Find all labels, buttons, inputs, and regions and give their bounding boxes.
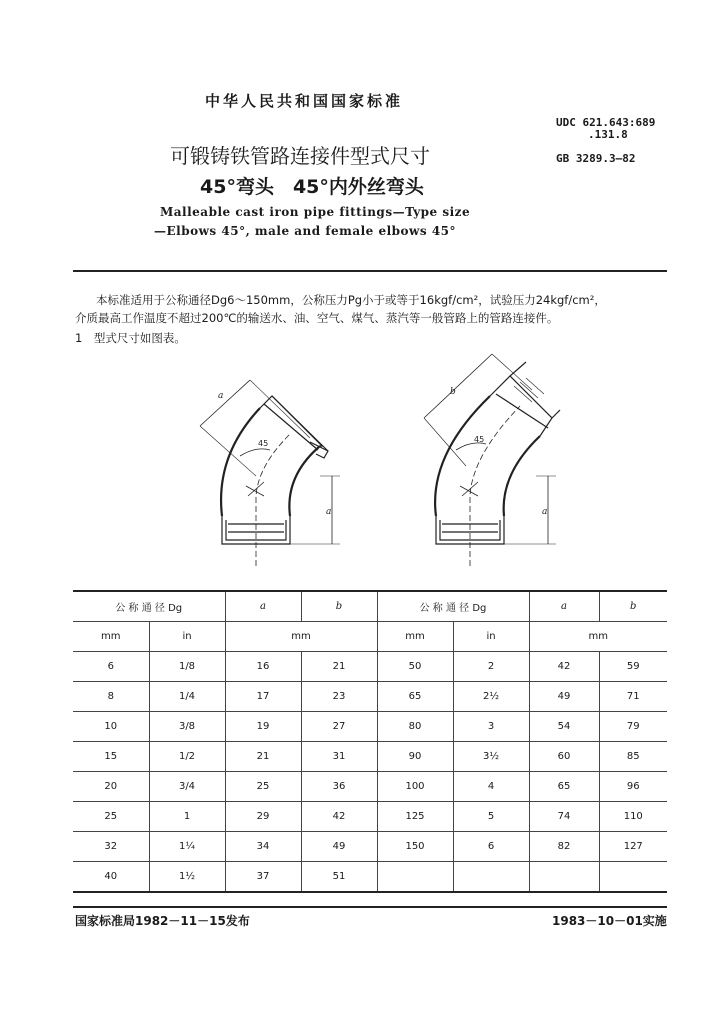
cell: 42 xyxy=(529,652,599,682)
dim-label-b: b xyxy=(450,387,456,397)
cell: 100 xyxy=(377,772,453,802)
cell: 59 xyxy=(599,652,667,682)
cell: 90 xyxy=(377,742,453,772)
cell: 85 xyxy=(599,742,667,772)
cell: 15 xyxy=(73,742,149,772)
udc-code-line2: .131.8 xyxy=(588,128,628,141)
cell: 49 xyxy=(301,832,377,862)
cell: 50 xyxy=(377,652,453,682)
table-row xyxy=(73,712,667,742)
cell: 17 xyxy=(225,682,301,712)
cell: 51 xyxy=(301,862,377,893)
cell: 25 xyxy=(225,772,301,802)
cell: 3/4 xyxy=(149,772,225,802)
cell: 79 xyxy=(599,712,667,742)
cell: 31 xyxy=(301,742,377,772)
male-female-elbow-45-drawing xyxy=(424,354,560,566)
scope-paragraph-line2: 介质最高工作温度不超过200℃的输送水、油、空气、煤气、蒸汽等一般管路上的管路连接件。 xyxy=(75,311,559,325)
cell: 96 xyxy=(599,772,667,802)
cell: 19 xyxy=(225,712,301,742)
table-row xyxy=(73,772,667,802)
cell: 20 xyxy=(73,772,149,802)
cell: 1½ xyxy=(149,862,225,893)
unit-mm: mm xyxy=(73,622,149,652)
cell: 1/4 xyxy=(149,682,225,712)
cell xyxy=(453,862,529,893)
cell: 60 xyxy=(529,742,599,772)
cell: 34 xyxy=(225,832,301,862)
cell: 29 xyxy=(225,802,301,832)
cell: 65 xyxy=(529,772,599,802)
cell: 23 xyxy=(301,682,377,712)
cell: 49 xyxy=(529,682,599,712)
cell: 1¼ xyxy=(149,832,225,862)
cell: 27 xyxy=(301,712,377,742)
header-a: a xyxy=(225,591,301,622)
cell: 2 xyxy=(453,652,529,682)
cell: 3½ xyxy=(453,742,529,772)
cell: 10 xyxy=(73,712,149,742)
angle-label-left: 45 xyxy=(258,439,269,448)
elbow-technical-drawing xyxy=(160,346,580,576)
cell: 1 xyxy=(149,802,225,832)
cell: 25 xyxy=(73,802,149,832)
table-unit-row xyxy=(73,622,667,652)
effective-date: 1983－10－01实施 xyxy=(552,914,667,928)
document-subtitle-cn: 45°弯头 45°内外丝弯头 xyxy=(200,176,424,198)
header-a-2: a xyxy=(529,591,599,622)
cell xyxy=(377,862,453,893)
cell xyxy=(529,862,599,893)
header-b-2: b xyxy=(599,591,667,622)
cell: 125 xyxy=(377,802,453,832)
cell: 32 xyxy=(73,832,149,862)
cell: 110 xyxy=(599,802,667,832)
footer-divider xyxy=(73,906,667,908)
table-header-row xyxy=(73,591,667,622)
table-row xyxy=(73,652,667,682)
elbow-45-drawing xyxy=(200,380,340,566)
table-row xyxy=(73,862,667,893)
cell: 65 xyxy=(377,682,453,712)
cell: 150 xyxy=(377,832,453,862)
udc-code-line1: UDC 621.643:689 xyxy=(556,116,656,129)
unit-in-2: in xyxy=(453,622,529,652)
issuing-country-standard: 中华人民共和国国家标准 xyxy=(205,92,404,110)
cell: 6 xyxy=(73,652,149,682)
cell: 80 xyxy=(377,712,453,742)
cell: 16 xyxy=(225,652,301,682)
dim-label-a-right: a xyxy=(542,507,548,517)
table-row xyxy=(73,802,667,832)
cell: 21 xyxy=(301,652,377,682)
header-nominal-diameter: 公 称 通 径 Dg xyxy=(73,591,225,622)
cell: 1/2 xyxy=(149,742,225,772)
scope-paragraph-line1: 本标准适用于公称通径Dg6～150mm，公称压力Pg小于或等于16kgf/cm²，试验压力24kgf/cm²， xyxy=(96,293,606,307)
cell xyxy=(599,862,667,893)
document-title-en-line2: —Elbows 45°, male and female elbows 45° xyxy=(154,224,457,238)
unit-mm-ab: mm xyxy=(225,622,377,652)
dim-label-a-right-vert: a xyxy=(326,507,332,517)
issue-date: 国家标准局1982－11－15发布 xyxy=(75,914,250,928)
cell: 8 xyxy=(73,682,149,712)
cell: 127 xyxy=(599,832,667,862)
header-nominal-diameter-2: 公 称 通 径 Dg xyxy=(377,591,529,622)
cell: 36 xyxy=(301,772,377,802)
angle-label-right: 45 xyxy=(474,435,485,444)
cell: 5 xyxy=(453,802,529,832)
cell: 3 xyxy=(453,712,529,742)
unit-mm-ab-2: mm xyxy=(529,622,667,652)
header-b: b xyxy=(301,591,377,622)
cell: 74 xyxy=(529,802,599,832)
document-title-en-line1: Malleable cast iron pipe fittings—Type size xyxy=(160,205,471,219)
dimension-table xyxy=(73,590,667,893)
cell: 42 xyxy=(301,802,377,832)
gb-standard-number: GB 3289.3—82 xyxy=(556,152,636,165)
cell: 71 xyxy=(599,682,667,712)
table-row xyxy=(73,742,667,772)
section-1-heading: 1 型式尺寸如图表。 xyxy=(75,331,186,345)
unit-mm-2: mm xyxy=(377,622,453,652)
cell: 21 xyxy=(225,742,301,772)
cell: 2½ xyxy=(453,682,529,712)
cell: 82 xyxy=(529,832,599,862)
table-row xyxy=(73,682,667,712)
unit-in: in xyxy=(149,622,225,652)
cell: 6 xyxy=(453,832,529,862)
cell: 4 xyxy=(453,772,529,802)
cell: 1/8 xyxy=(149,652,225,682)
header-divider xyxy=(73,270,667,272)
table-row xyxy=(73,832,667,862)
dim-label-a-left: a xyxy=(218,391,224,401)
cell: 3/8 xyxy=(149,712,225,742)
cell: 40 xyxy=(73,862,149,893)
document-title-cn: 可锻铸铁管路连接件型式尺寸 xyxy=(170,144,430,168)
cell: 37 xyxy=(225,862,301,893)
cell: 54 xyxy=(529,712,599,742)
